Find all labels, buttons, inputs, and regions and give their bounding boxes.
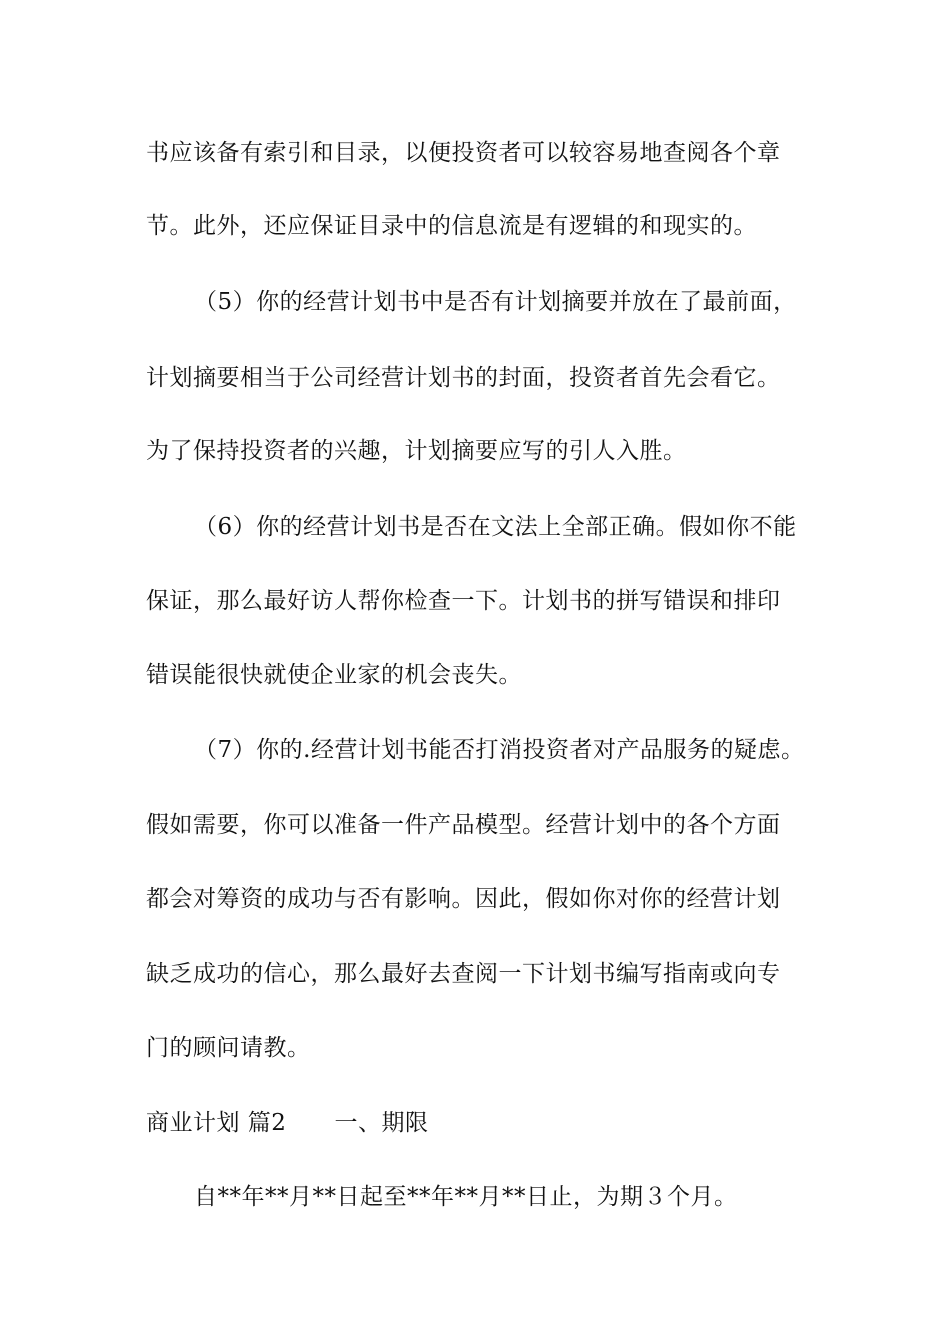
section-heading: [146, 1108, 428, 1138]
body-line: （7）你的.经营计划书能否打消投资者对产品服务的疑虑。: [194, 737, 805, 763]
body-line: （6）你的经营计划书是否在文法上全部正确。假如你不能: [194, 514, 797, 540]
body-line: （5）你的经营计划书中是否有计划摘要并放在了最前面，: [194, 289, 797, 315]
period-line: 自**年**月**日起至**年**月**日止，为期３个月。: [194, 1184, 738, 1210]
body-line: 节。此外，还应保证目录中的信息流是有逻辑的和现实的。: [146, 213, 757, 239]
body-line: 计划摘要相当于公司经营计划书的封面，投资者首先会看它。: [146, 365, 781, 391]
body-line: 假如需要，你可以准备一件产品模型。经营计划中的各个方面: [146, 812, 781, 838]
body-line: 缺乏成功的信心，那么最好去查阅一下计划书编写指南或向专: [146, 961, 781, 987]
body-line: 为了保持投资者的兴趣，计划摘要应写的引人入胜。: [146, 438, 687, 464]
body-line: 书应该备有索引和目录，以便投资者可以较容易地查阅各个章: [146, 140, 781, 166]
body-line: 门的顾问请教。: [146, 1035, 311, 1061]
body-line: 保证，那么最好访人帮你检查一下。计划书的拼写错误和排印: [146, 588, 781, 614]
body-line: 错误能很快就使企业家的机会丧失。: [146, 662, 522, 688]
body-line: 都会对筹资的成功与否有影响。因此，假如你对你的经营计划: [146, 886, 781, 912]
section-subtitle: 一、期限: [334, 1110, 429, 1136]
section-title: 商业计划 篇2: [146, 1110, 287, 1136]
